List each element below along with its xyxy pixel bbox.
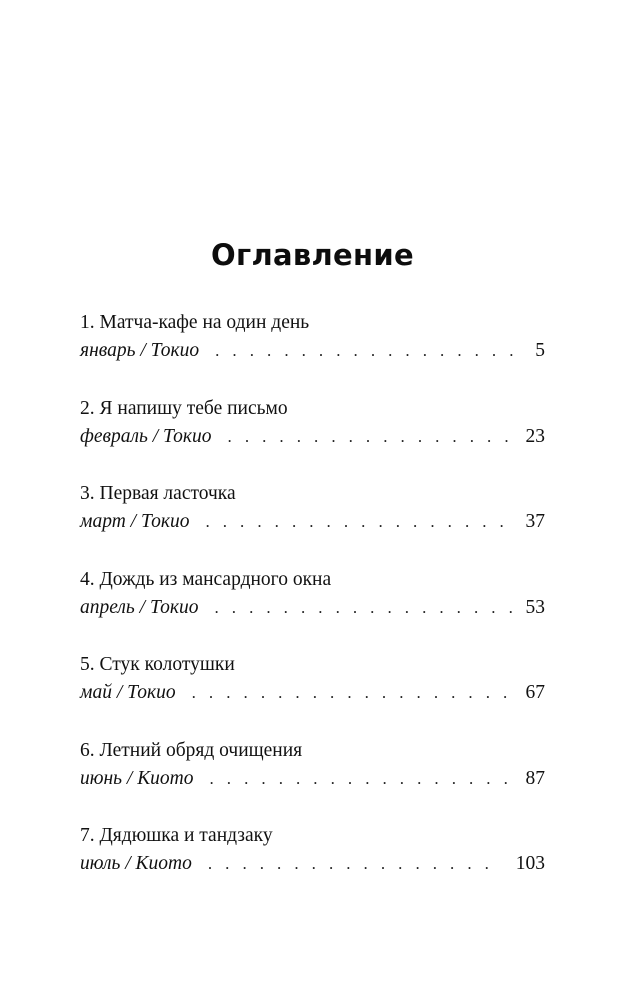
- toc-entry[interactable]: [80, 309, 545, 395]
- dot-leader: [208, 850, 502, 878]
- dot-leader: [215, 337, 521, 365]
- toc-entry[interactable]: [80, 395, 545, 481]
- page-number: 53: [525, 596, 545, 618]
- page-number: 103: [515, 853, 545, 874]
- chapter-subline: [80, 765, 545, 793]
- chapter-month-city: май / Токио: [80, 682, 176, 703]
- toc-entry[interactable]: [80, 566, 545, 652]
- toc-entry[interactable]: [80, 737, 545, 823]
- page-number: 5: [535, 340, 545, 361]
- chapter-subline: [80, 337, 545, 365]
- chapter-subline: [80, 679, 545, 707]
- chapter-title: 5. Стук колотушки: [80, 654, 235, 675]
- table-of-contents: [80, 309, 545, 908]
- dot-leader: [228, 423, 512, 451]
- chapter-subline: [80, 508, 545, 536]
- dot-leader: [192, 679, 512, 707]
- chapter-month-city: июль / Киото: [80, 853, 192, 874]
- chapter-title: 4. Дождь из мансардного окна: [80, 568, 332, 590]
- page-number: 37: [525, 511, 545, 532]
- dot-leader: [214, 594, 511, 622]
- chapter-month-city: март / Токио: [80, 511, 190, 532]
- toc-entry[interactable]: [80, 651, 545, 737]
- page-title: Оглавление: [211, 238, 414, 272]
- chapter-month-city: апрель / Токио: [80, 596, 199, 618]
- chapter-subline: [80, 594, 545, 622]
- dot-leader: [210, 765, 512, 793]
- toc-entry[interactable]: [80, 480, 545, 566]
- chapter-title: 7. Дядюшка и тандзаку: [80, 825, 273, 846]
- chapter-month-city: февраль / Токио: [80, 425, 212, 447]
- dot-leader: [205, 508, 511, 536]
- page-number: 23: [525, 425, 545, 447]
- chapter-month-city: январь / Токио: [80, 340, 200, 361]
- chapter-title: 1. Матча-кафе на один день: [80, 312, 310, 333]
- chapter-title: 3. Первая ласточка: [80, 483, 236, 504]
- chapter-title: 2. Я напишу тебе письмо: [80, 397, 288, 419]
- chapter-subline: [80, 850, 545, 878]
- chapter-month-city: июнь / Киото: [80, 767, 194, 789]
- page-number: 87: [525, 767, 545, 789]
- chapter-title: 6. Летний обряд очищения: [80, 739, 303, 761]
- chapter-subline: [80, 423, 545, 451]
- toc-entry[interactable]: [80, 822, 545, 908]
- page-number: 67: [525, 682, 545, 703]
